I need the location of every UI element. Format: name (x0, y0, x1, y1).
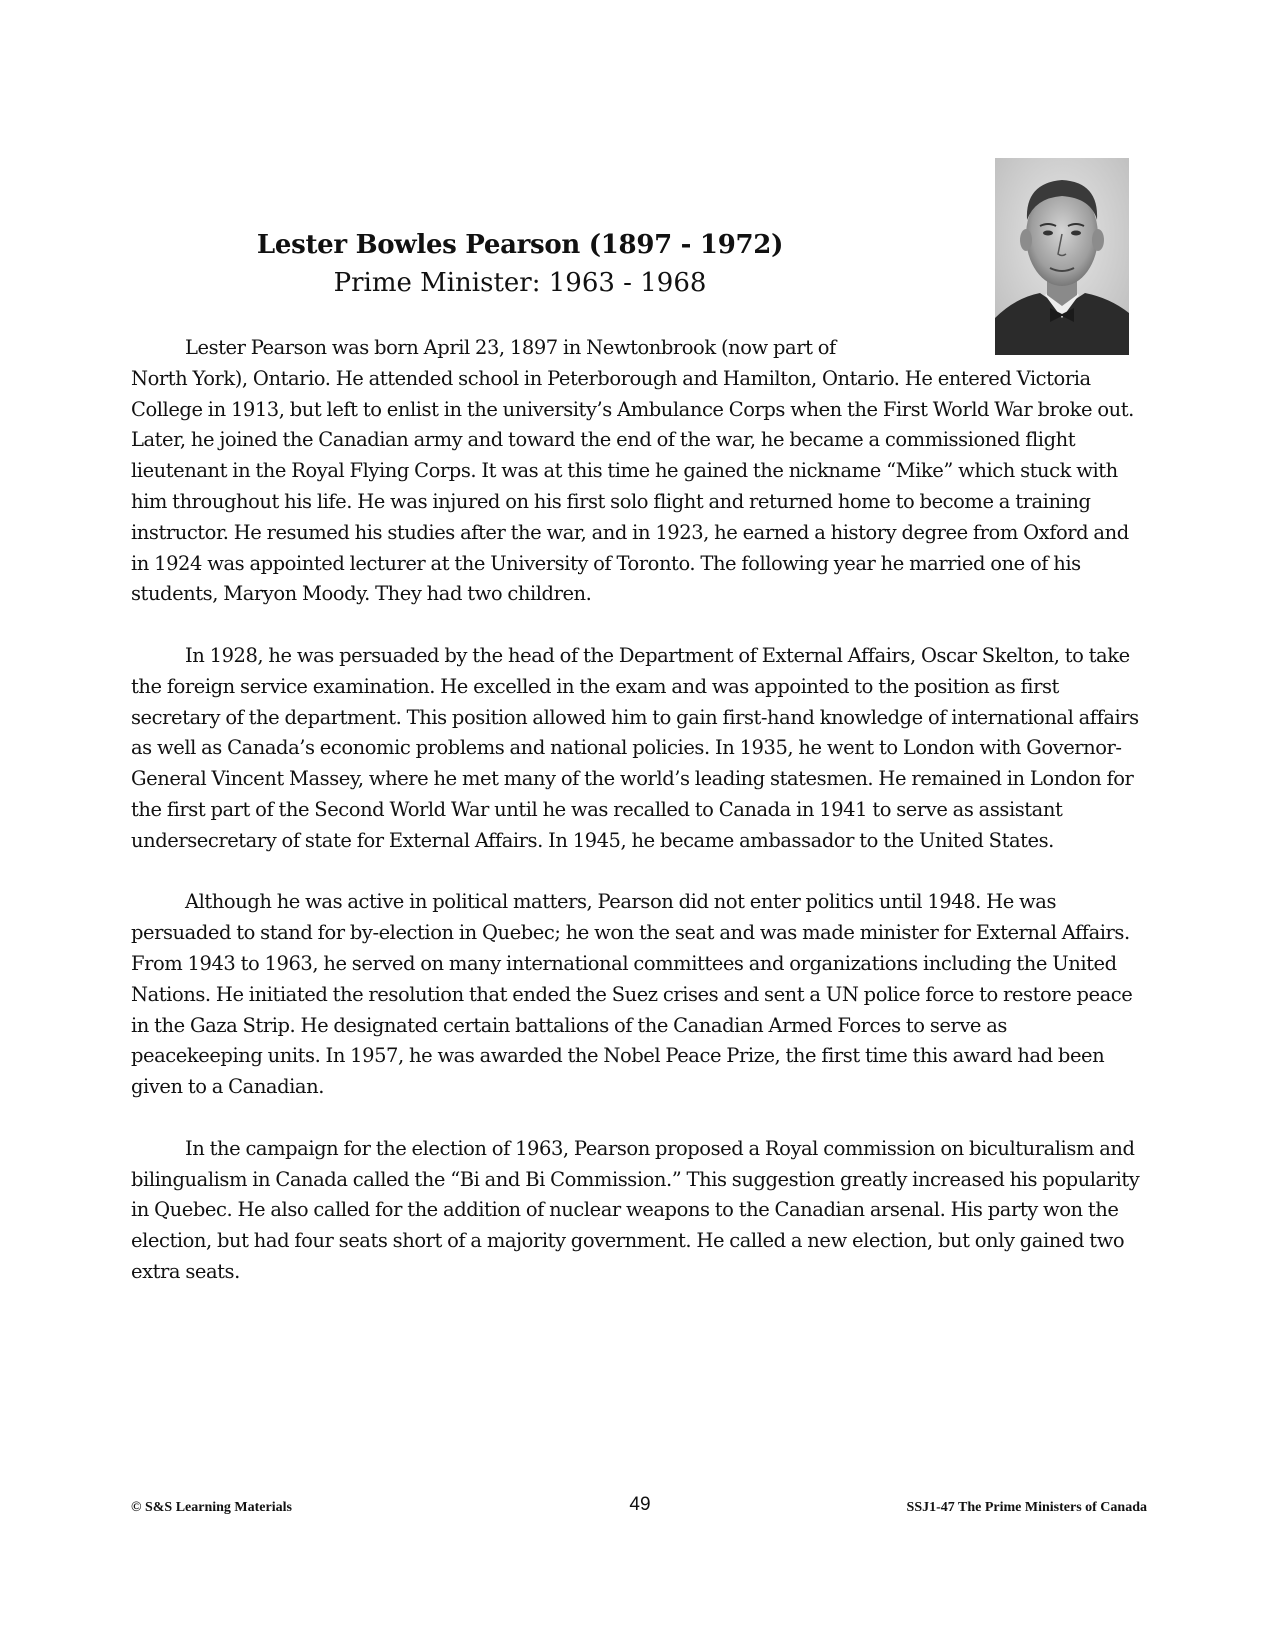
footer-copyright: © S&S Learning Materials (131, 1500, 292, 1515)
article-body (131, 333, 1143, 1319)
paragraph-early-life: Lester Pearson was born April 23, 1897 in Newtonbrook (now part of North York), Ontario. He attended school in Peterborough and Hamilton, Ontario. He entered Victoria College in 1913, but left to enlist in the university’s Ambulance Corps when the First World War broke out. Later, he joined the Canadian army and toward the end of the war, he became a commissioned flight lieutenant in the Royal Flying Corps. It was at this time he gained the nickname “Mike” which stuck with him throughout his life. He was injured on his first solo flight and returned home to become a training instructor. He resumed his studies after the war, and in 1923, he earned a history degree from Oxford and in 1924 was appointed lecturer at the University of Toronto. The following year he married one of his students, Maryon Moody. They had two children. (131, 336, 1134, 606)
portrait-photo (995, 158, 1129, 355)
paragraph-politics: Although he was active in political matters, Pearson did not enter politics until 1948. He was persuaded to stand for by-election in Quebec; he won the seat and was made minister for External Affairs. From 1943 to 1963, he served on many international committees and organizations including the United Nations. He initiated the resolution that ended the Suez crises and sent a UN police force to restore peace in the Gaza Strip. He designated certain battalions of the Canadian Armed Forces to serve as peacekeeping units. In 1957, he was awarded the Nobel Peace Prize, the first time this award had been given to a Canadian. (131, 890, 1133, 1099)
paragraph-election: In the campaign for the election of 1963, Pearson proposed a Royal commission on biculturalism and bilingualism in Canada called the “Bi and Bi Commission.” This suggestion greatly increased his popularity in Quebec. He also called for the addition of nuclear weapons to the Canadian arsenal. His party won the election, but had four seats short of a majority government. He called a new election, but only gained two extra seats. (131, 1136, 1140, 1283)
page-subtitle: Prime Minister: 1963 - 1968 (333, 268, 707, 298)
page-number: 49 (629, 1494, 651, 1515)
portrait-wrap-spacer (843, 333, 1143, 361)
footer-book-title: SSJ1-47 The Prime Ministers of Canada (906, 1500, 1147, 1515)
portrait-image (995, 158, 1129, 355)
page-title: Lester Bowles Pearson (1897 - 1972) (256, 230, 784, 260)
paragraph-external-affairs: In 1928, he was persuaded by the head of the Department of External Affairs, Oscar Skelton, to take the foreign service examination. He excelled in the exam and was appointed to the position as first secretary of the department. This position allowed him to gain first-hand knowledge of international affairs as well as Canada’s economic problems and national policies. In 1935, he went to London with Governor-General Vincent Massey, where he met many of the world’s leading statesmen. He remained in London for the first part of the Second World War until he was recalled to Canada in 1941 to serve as assistant undersecretary of state for External Affairs. In 1945, he became ambassador to the United States. (131, 643, 1139, 852)
